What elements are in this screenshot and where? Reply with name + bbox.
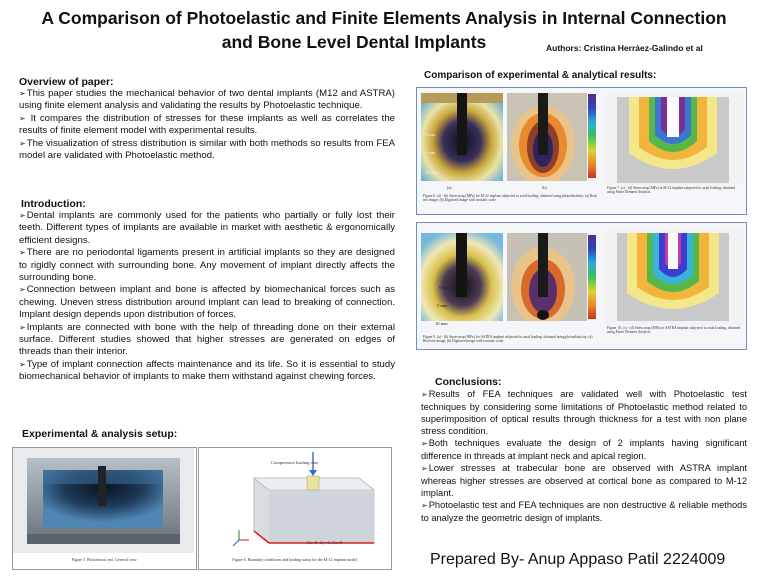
introduction-item: ➢ Implants are connected with bone with the help of threading done on their external surface. Different studies showed that higher stresses are generated on edges of threads than their interior. xyxy=(19,322,395,359)
title-line-1: A Comparison of Photoelastic and Finite Elements Analysis in Internal Connection xyxy=(41,8,727,28)
m12-photoelastic-real-image xyxy=(421,93,503,181)
astra-photoelastic-caption: Figure 9. (a) - (b) Stress map (MPa) for ASTRA implant subjected to axial loading, obtained using photoelasticity: (a) Real test image; (b) Digitized image with isostatic scale. xyxy=(423,335,593,344)
comparison-figure-m12 xyxy=(416,87,747,215)
conclusion-item: ➢ Both techniques evaluate the design of 2 implants having significant difference in threads at implant neck and apical region. xyxy=(421,437,747,462)
astra-fea-stress-map xyxy=(605,229,743,325)
panel-a-label: (a) xyxy=(447,185,452,190)
isostatic-scale xyxy=(588,235,596,319)
introduction-item: ➢ Type of implant connection affects maintenance and its life. So it is essential to study biomechanical behavior of implants to make them withstand against chewing forces. xyxy=(19,359,395,384)
overview-heading: Overview of paper: xyxy=(19,76,114,88)
prepared-by: Prepared By- Anup Appaso Patil 2224009 xyxy=(430,551,726,568)
m12-photoelastic-digitized-image xyxy=(507,93,587,181)
overview-list xyxy=(19,88,395,162)
overview-item: ➢ It compares the distribution of stresses for these implants as well as correlates the results of finite element model with experimental results. xyxy=(19,113,395,138)
comparison-figure-astra xyxy=(416,222,747,350)
mm-label: 0 mm xyxy=(439,285,450,290)
boundary-condition-label: Ux=0, Uy=0, Uz=0 xyxy=(307,540,343,545)
introduction-item: ➢ Connection between implant and bone is affected by biomechanical forces such as chewing. Uneven stress distribution around implant can lead to breaking of connection. Implant design depends upon distribution of forces. xyxy=(19,284,395,321)
mm-label: 0 mm xyxy=(425,132,436,137)
panel-b-label: (b) xyxy=(542,185,547,190)
m12-photoelastic-caption: Figure 8. (a) - (b) Stress map (MPa) for M-12 implant subjected to axial loading, obtained using photoelasticity: (a) Real test image; (b) Digitized image with isostatic scale. xyxy=(423,194,597,203)
introduction-list xyxy=(19,210,395,384)
setup-heading: Experimental & analysis setup: xyxy=(22,428,178,440)
load-case-label: Compression loading case xyxy=(271,460,319,465)
authors: Authors: Cristina Herráez-Galindo et al xyxy=(546,43,703,53)
mm-label: 5 mm xyxy=(437,303,448,308)
overview-item: ➢ This paper studies the mechanical behavior of two dental implants (M12 and ASTRA) using finite element analysis and validating the results by Photoelastic technique. xyxy=(19,88,395,113)
conclusion-item: ➢ Results of FEA techniques are validated well with Photoelastic test techniques by considering some limitations of Photoelastic method related to superimposition of optical results through thickness for a test with non plane stress condition. xyxy=(421,388,747,437)
overview-section xyxy=(19,76,395,162)
introduction-item: ➢ There are no periodontal ligaments present in artificial implants so they are designed to rigidly connect with surrounding bone. Any movement of implant directly affects the surrounding bone. xyxy=(19,247,395,284)
m12-fea-caption: Figure 7. (c) - (d) Stress map (MPa) in M-12 implant subjected to axial loading, obtained using Finite Element Analysis. xyxy=(607,186,736,195)
mm-label: 10 mm xyxy=(435,321,448,326)
mm-label: 10 mm xyxy=(425,170,438,175)
overview-item: ➢ The visualization of stress distribution is similar with both methods so results from FEA model are validated with Photoelastic method. xyxy=(19,138,395,163)
comparison-heading: Comparison of experimental & analytical results: xyxy=(424,70,657,81)
conclusion-item: ➢ Photoelastic test and FEA techniques are non destructive & reliable methods to analyze the geometric design of implants. xyxy=(421,499,747,524)
mm-label: 5 mm xyxy=(425,150,436,155)
m12-fea-stress-map xyxy=(605,93,743,185)
conclusion-item: ➢ Lower stresses at trabecular bone are observed with ASTRA implant whereas higher stresses are observed at cortical bone as compared to M-12 implant. xyxy=(421,462,747,499)
astra-fea-caption: Figure 10. (c) - (d) Stress map (MPa) in ASTRA implant subjected to axial loading, obtained using Finite Element Analysis. xyxy=(607,326,741,335)
conclusions-heading: Conclusions: xyxy=(435,376,502,388)
introduction-section xyxy=(19,198,395,384)
figure-5-caption: Figure 5. Photoelastic test. General view. xyxy=(71,557,138,562)
conclusions-list xyxy=(421,388,747,524)
conclusions-section xyxy=(421,376,747,524)
astra-photoelastic-digitized-image xyxy=(507,233,587,321)
isostatic-scale xyxy=(588,94,596,178)
astra-photoelastic-real-image xyxy=(421,233,503,321)
photoelastic-test-image xyxy=(13,448,194,553)
introduction-heading: Introduction: xyxy=(21,198,86,210)
title-line-2: and Bone Level Dental Implants xyxy=(221,32,487,52)
figure-6 xyxy=(198,447,392,570)
introduction-item: ➢ Dental implants are commonly used for the patients who partially or fully lost their teeth. Different types of implants are available in market with aesthetic & ergonomically efficient designs. xyxy=(19,210,395,247)
figure-5 xyxy=(12,447,197,570)
figure-6-caption: Figure 6. Boundary conditions and loading status for the M-12 implant model. xyxy=(232,557,358,562)
